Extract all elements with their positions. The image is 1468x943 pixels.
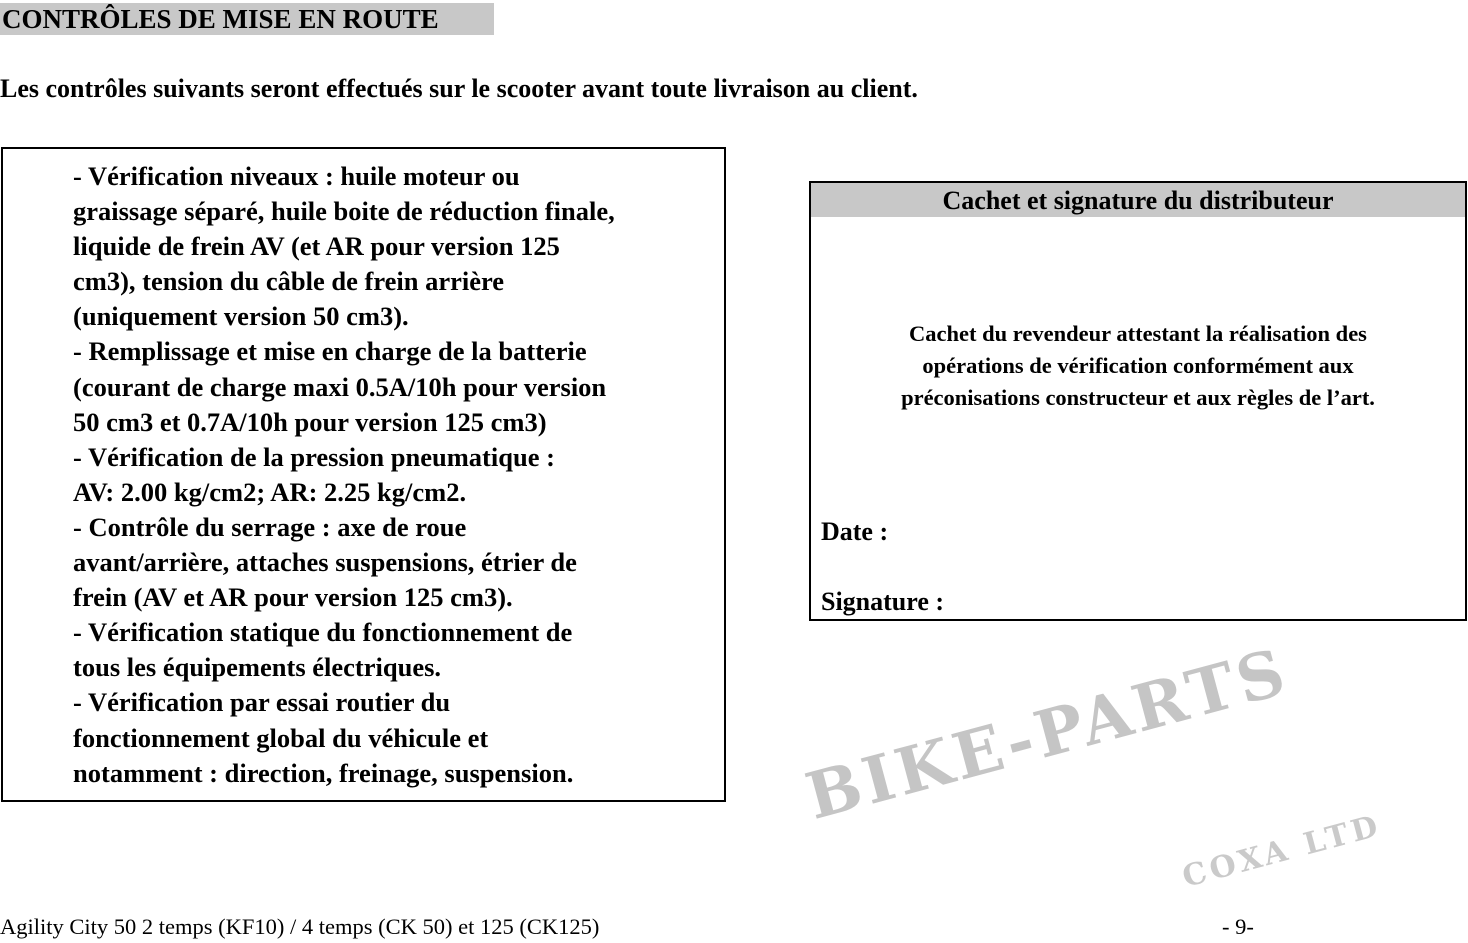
checks-box bbox=[1, 147, 726, 802]
check-line: - Remplissage et mise en charge de la batterie bbox=[73, 336, 587, 367]
check-line: graissage séparé, huile boite de réduction finale, bbox=[73, 196, 615, 227]
intro-text: Les contrôles suivants seront effectués sur le scooter avant toute livraison au client. bbox=[0, 74, 918, 103]
dealer-box-header: Cachet et signature du distributeur bbox=[811, 183, 1465, 217]
stamp-line: préconisations constructeur et aux règles de l’art. bbox=[901, 385, 1375, 410]
check-line: tous les équipements électriques. bbox=[73, 652, 442, 683]
stamp-line: opérations de vérification conformément aux bbox=[922, 353, 1354, 378]
watermark-sub: COXA LTD bbox=[1178, 808, 1386, 895]
footer-text: Agility City 50 2 temps (KF10) / 4 temps (CK 50) et 125 (CK125) bbox=[0, 914, 600, 939]
check-line: - Vérification par essai routier du bbox=[73, 687, 451, 718]
signature-label: Signature : bbox=[821, 587, 945, 616]
watermark: BIKE-PARTS bbox=[798, 634, 1297, 835]
check-line: - Contrôle du serrage : axe de roue bbox=[73, 511, 467, 542]
check-line: cm3), tension du câble de frein arrière bbox=[73, 266, 505, 297]
check-line: fonctionnement global du véhicule et bbox=[73, 722, 489, 753]
dealer-stamp-box bbox=[809, 181, 1467, 621]
date-label: Date : bbox=[821, 517, 889, 546]
check-line: (uniquement version 50 cm3). bbox=[73, 301, 409, 332]
page-number: - 9- bbox=[1222, 914, 1254, 939]
check-line: notamment : direction, freinage, suspension. bbox=[73, 757, 574, 788]
check-line: - Vérification de la pression pneumatique : bbox=[73, 441, 555, 472]
check-line: 50 cm3 et 0.7A/10h pour version 125 cm3) bbox=[73, 406, 547, 437]
check-line: liquide de frein AV (et AR pour version 125 bbox=[73, 231, 560, 262]
check-line: - Vérification statique du fonctionnement de bbox=[73, 617, 573, 648]
check-line: avant/arrière, attaches suspensions, étrier de bbox=[73, 547, 577, 578]
section-title: CONTRÔLES DE MISE EN ROUTE bbox=[0, 3, 494, 35]
checks-list bbox=[73, 159, 615, 791]
check-line: AV: 2.00 kg/cm2; AR: 2.25 kg/cm2. bbox=[73, 476, 467, 507]
stamp-line: Cachet du revendeur attestant la réalisation des bbox=[909, 321, 1367, 346]
check-line: frein (AV et AR pour version 125 cm3). bbox=[73, 582, 513, 613]
check-line: (courant de charge maxi 0.5A/10h pour version bbox=[73, 371, 607, 402]
check-line: - Vérification niveaux : huile moteur ou bbox=[73, 161, 520, 191]
stamp-instructions bbox=[811, 318, 1465, 414]
